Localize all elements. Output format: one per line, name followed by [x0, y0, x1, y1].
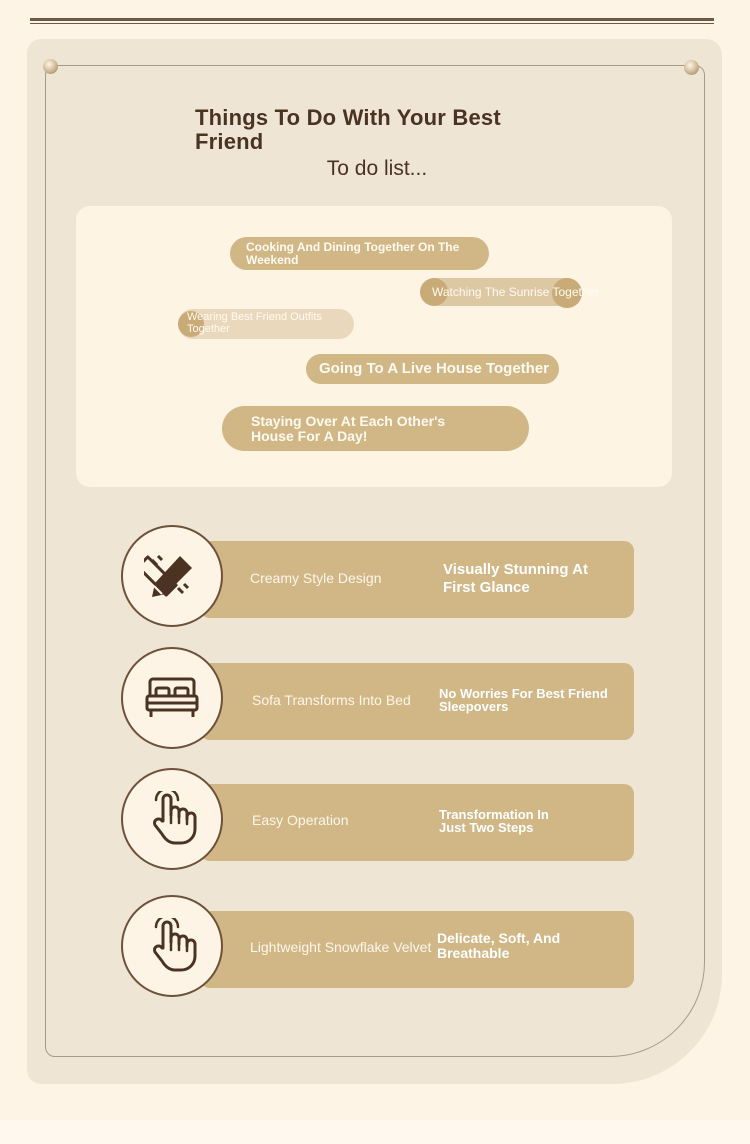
feature-description: No Worries For Best Friend Sleepovers — [439, 686, 608, 714]
page-title: Things To Do With Your Best Friend — [195, 105, 501, 154]
todo-item-label: Going To A Live House Together — [319, 360, 550, 378]
feature-row — [200, 784, 634, 861]
page-subtitle: To do list... — [326, 157, 428, 180]
feature-description: Transformation In Just Two Steps — [439, 807, 549, 835]
feature-label: Easy Operation — [252, 812, 349, 828]
hand-pointer-icon — [147, 791, 197, 847]
bottom-strip — [0, 1120, 750, 1144]
feature-icon-circle — [121, 895, 223, 997]
todo-item-label: Wearing Best Friend Outfits Together — [187, 311, 322, 335]
pin-right — [684, 60, 699, 75]
feature-row — [200, 541, 634, 618]
todo-item — [422, 278, 600, 306]
bed-icon — [144, 676, 200, 720]
top-divider — [30, 18, 714, 21]
todo-item-label: Staying Over At Each Other's House For A Day! — [251, 412, 446, 444]
todo-item — [306, 354, 559, 384]
feature-description: Visually Stunning At First Glance — [443, 561, 589, 596]
feature-row — [200, 663, 634, 740]
feature-description: Delicate, Soft, And Breathable — [437, 930, 561, 962]
todo-item — [230, 237, 489, 270]
feature-icon-circle — [121, 647, 223, 749]
feature-icon-circle — [121, 525, 223, 627]
todo-item — [222, 406, 529, 451]
feature-row — [200, 911, 634, 988]
todo-item-label: Cooking And Dining Together On The Weekend — [246, 239, 460, 267]
feature-icon-circle — [121, 768, 223, 870]
feature-label: Creamy Style Design — [250, 570, 382, 586]
feature-label: Lightweight Snowflake Velvet — [250, 939, 432, 955]
pencil-ruler-icon — [144, 548, 200, 604]
pin-left — [43, 59, 58, 74]
hand-pointer-icon — [147, 918, 197, 974]
todo-item — [178, 309, 354, 339]
feature-label: Sofa Transforms Into Bed — [252, 692, 411, 708]
top-divider-thin — [30, 23, 714, 24]
todo-item-label: Watching The Sunrise Together — [432, 284, 600, 299]
